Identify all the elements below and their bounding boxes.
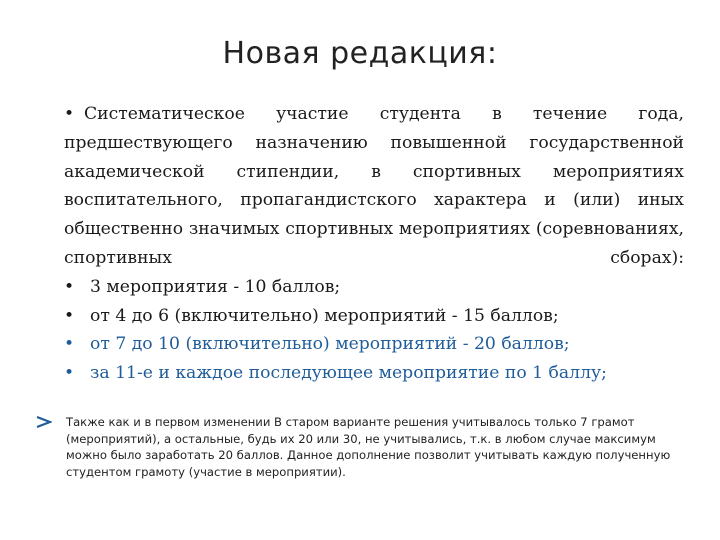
list-item-points-3 (64, 273, 684, 302)
bullet-icon: • (64, 276, 75, 297)
note-text: Также как и в первом изменении В старом варианте решения учитывалось только 7 грамот (мероприятий), а остальные, будь их 20 или 30, не учитывались, т.к. в любом случае максимум можно было заработать 20 баллов. Данное дополнение позволит учитывать каждую полученную студентом грамоту (участие в мероприятии). (66, 415, 671, 479)
list-item-text: Систематическое участие студента в течение года, предшествующего назначению повышенной государственной академической стипендии, в спортивных мероприятиях воспитательного, пропагандистского характера и (или) иных общественно значимых спортивных мероприятиях (соревнованиях, спортивных сборах): (64, 104, 684, 268)
slide-body (64, 100, 684, 388)
list-item-text: за 11-е и каждое последующее мероприятие по 1 баллу; (90, 363, 607, 384)
bullet-icon: • (64, 363, 75, 384)
list-item-criterion (64, 100, 684, 273)
slide-title: Новая редакция: (222, 36, 498, 71)
arrow-right-icon (36, 415, 52, 429)
bullet-icon: • (64, 334, 75, 355)
note-block (36, 414, 676, 480)
list-item-text: от 7 до 10 (включительно) мероприятий - 20 баллов; (90, 334, 570, 355)
list-item-points-7-10 (64, 330, 684, 359)
list-item-text: от 4 до 6 (включительно) мероприятий - 15 баллов; (90, 305, 559, 326)
list-item-points-4-6 (64, 302, 684, 331)
bullet-icon: • (64, 305, 75, 326)
bullet-icon: • (64, 104, 75, 124)
list-item-points-11-plus (64, 359, 684, 388)
list-item-text: 3 мероприятия - 10 баллов; (90, 276, 341, 297)
